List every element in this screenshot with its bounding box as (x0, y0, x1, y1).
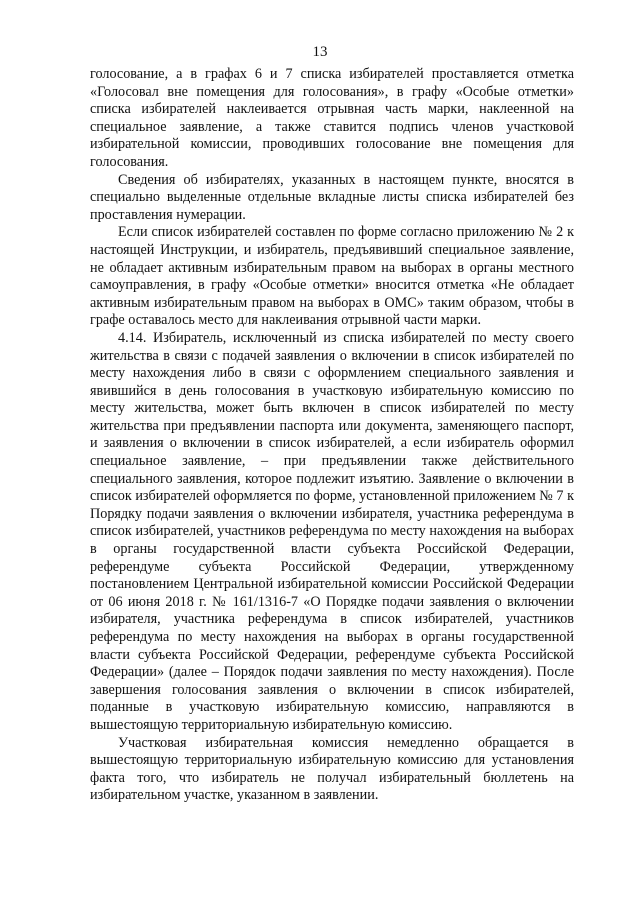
paragraph-4-14: 4.14. Избиратель, исключенный из списка избирателей по месту своего жительства в связи с подачей заявления о включении в список избирателей по месту нахождения либо в связи с оформлением специального заявления и явившийся в день голосования в участковую избирательную комиссию по месту жительства, может быть включен в список избирателей по месту жительства при предъявлении паспорта или документа, заменяющего паспорт, и заявления о включении в список избирателей, а если избиратель оформил специальное заявление, – при предъявлении также действительного специального заявления, которое подлежит изъятию. Заявление о включении в список избирателей оформляется по форме, установленной приложением № 7 к Порядку подачи заявления о включении избирателя, участника референдума в список избирателей, участников референдума по месту нахождения на выборах в органы государственной власти субъекта Российской Федерации, референдуме субъекта Российской Федерации, утвержденному постановлением Центральной избирательной комиссии Российской Федерации от 06 июня 2018 г. № 161/1316-7 «О Порядке подачи заявления о включении избирателя, участника референдума в список избирателей, участников референдума по месту нахождения на выборах в органы государственной власти субъекта Российской Федерации, референдуме субъекта Российской Федерации» (далее – Порядок подачи заявления по месту нахождения). После завершения голосования заявления о включении в список избирателей, поданные в участковую избирательную комиссию, направляются в вышестоящую территориальную избирательную комиссию. (90, 329, 574, 733)
page-number: 13 (312, 44, 328, 60)
paragraph-voter-info: Сведения об избирателях, указанных в настоящем пункте, вносятся в специально выделенные отдельные вкладные листы списка избирателей без проставления нумерации. (90, 171, 574, 223)
document-body (90, 66, 574, 805)
paragraph-precinct-commission: Участковая избирательная комиссия немедленно обращается в вышестоящую территориальную избирательную комиссию для установления факта того, что избиратель не получал избирательный бюллетень на избирательном участке, указанном в заявлении. (90, 734, 574, 804)
paragraph-voting-outside: голосование, а в графах 6 и 7 списка избирателей проставляется отметка «Голосовал вне помещения для голосования», в графу «Особые отметки» списка избирателей наклеивается отрывная часть марки, наклеенной на специальное заявление, а также ставится подпись членов участковой избирательной комиссии, проводивших голосование вне помещения для голосования. (90, 66, 574, 170)
paragraph-voter-list-form: Если список избирателей составлен по форме согласно приложению № 2 к настоящей Инструкции, и избиратель, предъявивший специальное заявление, не обладает активным избирательным правом на выборах в органы местного самоуправления, в графу «Особые отметки» вносится отметка «Не обладает активным избирательным правом на выборах в ОМС» таким образом, чтобы в графе оставалось место для наклеивания отрывной части марки. (90, 224, 574, 329)
